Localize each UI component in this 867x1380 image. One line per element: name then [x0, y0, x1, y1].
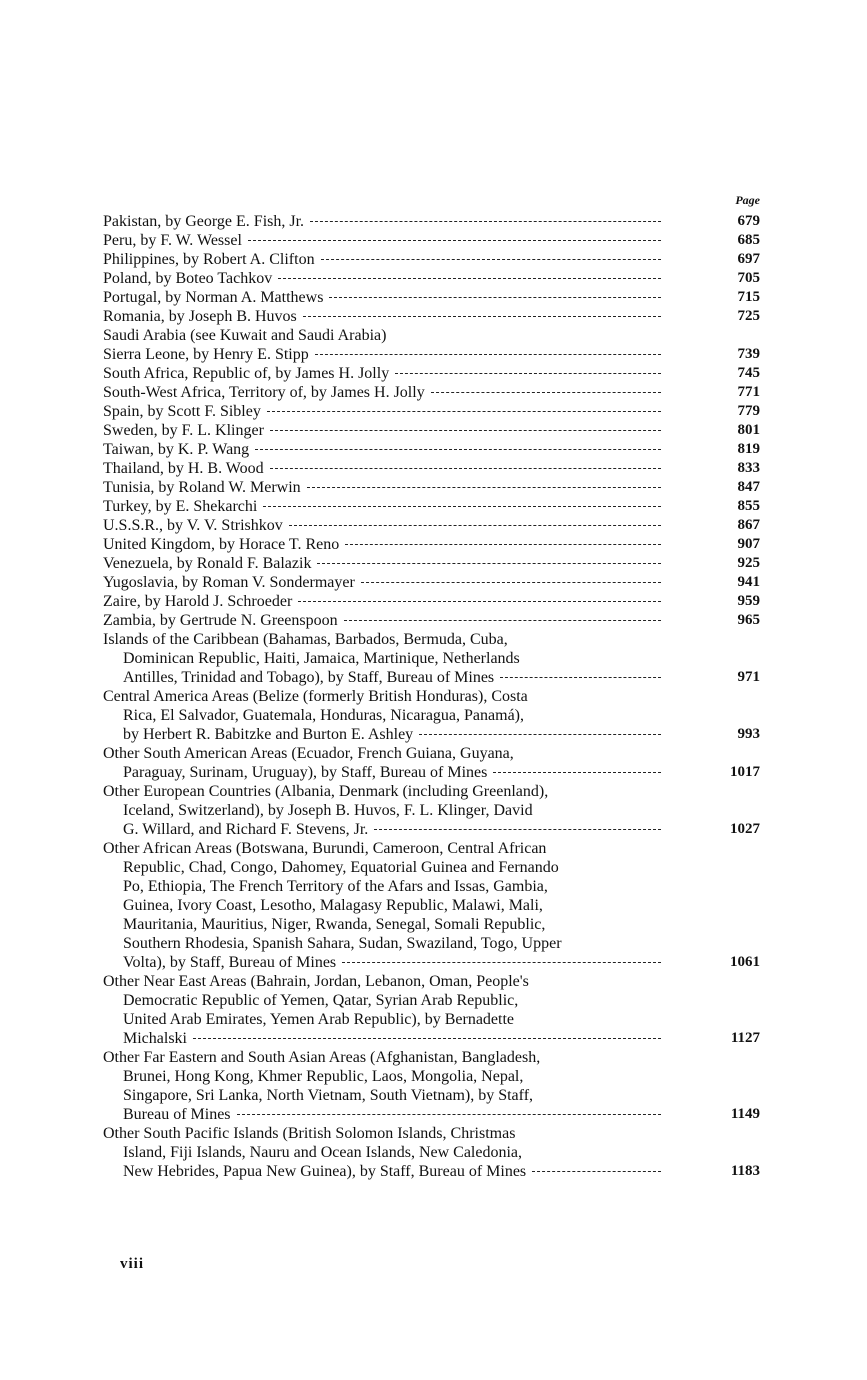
toc-entry-line: Thailand, by H. B. Wood: [103, 460, 264, 477]
toc-entry-page-number: 715: [737, 289, 760, 305]
dot-leader: [532, 1171, 661, 1172]
toc-entry-line: Other Near East Areas (Bahrain, Jordan, Lebanon, Oman, People's: [103, 973, 529, 990]
toc-entry-line: Po, Ethiopia, The French Territory of the Afars and Issas, Gambia,: [123, 878, 548, 895]
toc-entry-title: [103, 1124, 663, 1181]
toc-entry-page-number: 705: [737, 270, 760, 286]
toc-entry-page-number: 1127: [730, 1030, 760, 1046]
dot-leader: [345, 544, 661, 545]
toc-entry-page-number: 779: [737, 403, 760, 419]
toc-entry: [103, 383, 763, 402]
toc-entry-line: United Kingdom, by Horace T. Reno: [103, 536, 340, 553]
toc-entry-line: by Herbert R. Babitzke and Burton E. Ashley: [123, 726, 414, 743]
toc-entry: [103, 592, 763, 611]
dot-leader: [267, 411, 661, 412]
table-of-contents: [103, 212, 763, 1181]
toc-entry-title: [103, 288, 663, 307]
dot-leader: [315, 354, 661, 355]
toc-entry: [103, 288, 763, 307]
toc-entry-title: [103, 421, 663, 440]
toc-entry-line: Sweden, by F. L. Klinger: [103, 422, 264, 439]
toc-entry-line: Peru, by F. W. Wessel: [103, 232, 242, 249]
toc-entry-line: Mauritania, Mauritius, Niger, Rwanda, Senegal, Somali Republic,: [123, 916, 546, 933]
toc-entry-title: [103, 516, 663, 535]
dot-leader: [431, 392, 661, 393]
toc-entry: [103, 782, 763, 839]
toc-entry-title: [103, 383, 663, 402]
toc-entry-page-number: 971: [737, 669, 760, 685]
toc-entry-title: [103, 782, 663, 839]
toc-entry-page-number: 867: [737, 517, 760, 533]
toc-entry-page-number: 725: [737, 308, 760, 324]
toc-entry-title: [103, 554, 663, 573]
toc-entry: [103, 1124, 763, 1181]
toc-entry-page-number: 679: [737, 213, 760, 229]
toc-entry-line: Republic, Chad, Congo, Dahomey, Equatorial Guinea and Fernando: [123, 859, 559, 876]
toc-entry-line: Guinea, Ivory Coast, Lesotho, Malagasy Republic, Malawi, Mali,: [123, 897, 543, 914]
dot-leader: [289, 525, 661, 526]
toc-entry-title: [103, 839, 663, 972]
dot-leader: [270, 430, 661, 431]
toc-entry-line: Taiwan, by K. P. Wang: [103, 441, 250, 458]
toc-entry: [103, 744, 763, 782]
page-column-header: Page: [735, 193, 760, 207]
dot-leader: [317, 563, 661, 564]
toc-entry-line: United Arab Emirates, Yemen Arab Republic), by Bernadette: [123, 1011, 515, 1028]
toc-entry-line: Venezuela, by Ronald F. Balazik: [103, 555, 312, 572]
toc-entry-page-number: 1183: [730, 1163, 760, 1179]
toc-entry-title: [103, 573, 663, 592]
dot-leader: [321, 259, 661, 260]
toc-entry: [103, 364, 763, 383]
toc-entry: [103, 573, 763, 592]
toc-entry: [103, 611, 763, 630]
toc-entry-line: Pakistan, by George E. Fish, Jr.: [103, 213, 305, 230]
toc-entry-title: [103, 402, 663, 421]
toc-entry-line: Zaire, by Harold J. Schroeder: [103, 593, 293, 610]
toc-entry: [103, 231, 763, 250]
toc-entry-line: Michalski: [123, 1030, 187, 1047]
toc-entry-page-number: 941: [737, 574, 760, 590]
toc-entry: [103, 516, 763, 535]
toc-entry-page-number: 1027: [730, 821, 760, 837]
toc-entry-line: Tunisia, by Roland W. Merwin: [103, 479, 301, 496]
toc-entry-line: Volta), by Staff, Bureau of Mines: [123, 954, 337, 971]
toc-entry-title: [103, 459, 663, 478]
toc-entry-page-number: 1017: [730, 764, 760, 780]
toc-entry-title: [103, 364, 663, 383]
toc-entry-line: Dominican Republic, Haiti, Jamaica, Martinique, Netherlands: [123, 650, 520, 667]
toc-entry-line: G. Willard, and Richard F. Stevens, Jr.: [123, 821, 369, 838]
toc-entry-page-number: 993: [737, 726, 760, 742]
toc-entry-line: Singapore, Sri Lanka, North Vietnam, South Vietnam), by Staff,: [123, 1087, 534, 1104]
toc-entry-title: [103, 535, 663, 554]
toc-entry-line: Brunei, Hong Kong, Khmer Republic, Laos, Mongolia, Nepal,: [123, 1068, 524, 1085]
toc-entry-line: Zambia, by Gertrude N. Greenspoon: [103, 612, 338, 629]
toc-entry-line: New Hebrides, Papua New Guinea), by Staff, Bureau of Mines: [123, 1163, 527, 1180]
dot-leader: [493, 772, 661, 773]
toc-entry-page-number: 819: [737, 441, 760, 457]
toc-entry: [103, 250, 763, 269]
toc-entry-line: Central America Areas (Belize (formerly British Honduras), Costa: [103, 688, 528, 705]
toc-entry-title: [103, 440, 663, 459]
toc-entry-line: South-West Africa, Territory of, by James H. Jolly: [103, 384, 425, 401]
toc-entry-page-number: 739: [737, 346, 760, 362]
toc-entry-title: [103, 345, 663, 364]
dot-leader: [374, 829, 661, 830]
page-number-folio: viii: [120, 1256, 145, 1272]
toc-entry: [103, 345, 763, 364]
toc-entry-title: [103, 611, 663, 630]
toc-entry: [103, 554, 763, 573]
dot-leader: [270, 468, 661, 469]
toc-entry-line: Bureau of Mines: [123, 1106, 231, 1123]
toc-entry-page-number: 833: [737, 460, 760, 476]
toc-entry-title: [103, 269, 663, 288]
toc-entry-line: Spain, by Scott F. Sibley: [103, 403, 261, 420]
dot-leader: [263, 506, 661, 507]
dot-leader: [342, 962, 661, 963]
dot-leader: [395, 373, 661, 374]
toc-entry: [103, 459, 763, 478]
toc-entry-line: Paraguay, Surinam, Uruguay), by Staff, Bureau of Mines: [123, 764, 488, 781]
toc-entry: [103, 839, 763, 972]
toc-entry-line: Other African Areas (Botswana, Burundi, Cameroon, Central African: [103, 840, 547, 857]
toc-entry: [103, 535, 763, 554]
dot-leader: [307, 487, 661, 488]
toc-entry-line: Southern Rhodesia, Spanish Sahara, Sudan, Swaziland, Togo, Upper: [123, 935, 562, 952]
dot-leader: [303, 316, 661, 317]
toc-entry-page-number: 745: [737, 365, 760, 381]
toc-entry-page-number: 1061: [730, 954, 760, 970]
toc-entry-page-number: 1149: [730, 1106, 760, 1122]
toc-entry-title: [103, 592, 663, 611]
toc-entry: [103, 307, 763, 326]
toc-entry-line: Democratic Republic of Yemen, Qatar, Syrian Arab Republic,: [123, 992, 519, 1009]
toc-entry-line: Other European Countries (Albania, Denmark (including Greenland),: [103, 783, 549, 800]
toc-entry-page-number: 697: [737, 251, 760, 267]
dot-leader: [193, 1038, 661, 1039]
toc-entry-line: Other South American Areas (Ecuador, French Guiana, Guyana,: [103, 745, 514, 762]
toc-entry-line: Philippines, by Robert A. Clifton: [103, 251, 315, 268]
toc-entry: [103, 478, 763, 497]
toc-entry-line: South Africa, Republic of, by James H. Jolly: [103, 365, 390, 382]
toc-entry-title: [103, 687, 663, 744]
dot-leader: [237, 1114, 661, 1115]
toc-entry-page-number: 959: [737, 593, 760, 609]
dot-leader: [310, 221, 661, 222]
toc-entry-title: [103, 630, 663, 687]
toc-entry-line: Saudi Arabia (see Kuwait and Saudi Arabia): [103, 327, 387, 344]
toc-entry-line: Island, Fiji Islands, Nauru and Ocean Islands, New Caledonia,: [123, 1144, 523, 1161]
toc-entry-title: [103, 1048, 663, 1124]
toc-entry-page-number: 771: [737, 384, 760, 400]
toc-entry: [103, 1048, 763, 1124]
toc-entry-line: Turkey, by E. Shekarchi: [103, 498, 258, 515]
dot-leader: [361, 582, 661, 583]
dot-leader: [298, 601, 661, 602]
toc-entry-page-number: 907: [737, 536, 760, 552]
toc-entry: [103, 402, 763, 421]
toc-entry-page-number: 925: [737, 555, 760, 571]
toc-entry: [103, 630, 763, 687]
toc-entry: [103, 269, 763, 288]
toc-entry-line: Poland, by Boteo Tachkov: [103, 270, 273, 287]
toc-entry-title: [103, 744, 663, 782]
toc-entry: [103, 497, 763, 516]
toc-entry-page-number: 855: [737, 498, 760, 514]
dot-leader: [419, 734, 661, 735]
toc-entry-title: [103, 478, 663, 497]
toc-entry: [103, 440, 763, 459]
toc-entry: [103, 687, 763, 744]
toc-entry-line: Sierra Leone, by Henry E. Stipp: [103, 346, 309, 363]
toc-entry-line: Romania, by Joseph B. Huvos: [103, 308, 297, 325]
dot-leader: [248, 240, 661, 241]
toc-entry-page-number: 965: [737, 612, 760, 628]
dot-leader: [344, 620, 661, 621]
toc-entry-page-number: 801: [737, 422, 760, 438]
dot-leader: [278, 278, 661, 279]
toc-entry-line: Other Far Eastern and South Asian Areas (Afghanistan, Bangladesh,: [103, 1049, 541, 1066]
toc-entry-line: Antilles, Trinidad and Tobago), by Staff, Bureau of Mines: [123, 669, 495, 686]
toc-entry-line: Yugoslavia, by Roman V. Sondermayer: [103, 574, 355, 591]
toc-entry-title: [103, 326, 663, 345]
toc-entry-title: [103, 497, 663, 516]
toc-entry-title: [103, 250, 663, 269]
toc-entry: [103, 326, 763, 345]
toc-entry-title: [103, 212, 663, 231]
toc-entry: [103, 972, 763, 1048]
dot-leader: [500, 677, 661, 678]
toc-entry: [103, 212, 763, 231]
toc-entry-title: [103, 972, 663, 1048]
toc-entry-page-number: 847: [737, 479, 760, 495]
toc-entry: [103, 421, 763, 440]
toc-entry-line: Rica, El Salvador, Guatemala, Honduras, Nicaragua, Panamá),: [123, 707, 524, 724]
toc-entry-line: Portugal, by Norman A. Matthews: [103, 289, 324, 306]
toc-entry-line: Islands of the Caribbean (Bahamas, Barbados, Bermuda, Cuba,: [103, 631, 508, 648]
toc-entry-line: Other South Pacific Islands (British Solomon Islands, Christmas: [103, 1125, 516, 1142]
toc-entry-title: [103, 231, 663, 250]
toc-entry-line: U.S.S.R., by V. V. Strishkov: [103, 517, 283, 534]
toc-entry-line: Iceland, Switzerland), by Joseph B. Huvos, F. L. Klinger, David: [123, 802, 533, 819]
toc-entry-title: [103, 307, 663, 326]
dot-leader: [255, 449, 661, 450]
dot-leader: [329, 297, 661, 298]
toc-entry-page-number: 685: [737, 232, 760, 248]
